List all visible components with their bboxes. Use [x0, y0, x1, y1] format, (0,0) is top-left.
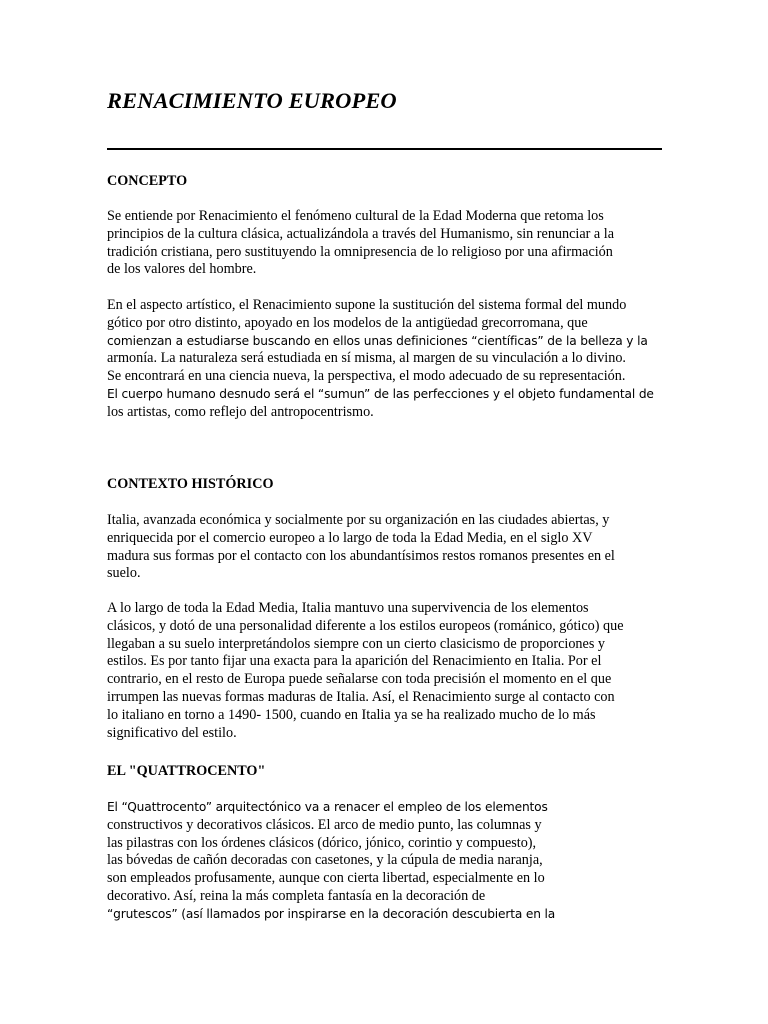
text-line: son empleados profusamente, aunque con cierta libertad, especialmente en lo	[107, 870, 545, 887]
text-line: Italia, avanzada económica y socialmente por su organización en las ciudades abiertas, y	[107, 512, 610, 528]
text-line: Se encontrará en una ciencia nueva, la perspectiva, el modo adecuado de su representación.	[107, 368, 626, 385]
text-line: contrario, en el resto de Europa puede señalarse con toda precisión el momento en el que	[107, 671, 612, 688]
text-line: madura sus formas por el contacto con los abundantísimos restos romanos presentes en el	[107, 547, 615, 564]
section-heading-contexto-historico: CONTEXTO HISTÓRICO	[107, 476, 274, 492]
text-line: suelo.	[107, 565, 141, 582]
text-line: constructivos y decorativos clásicos. El arco de medio punto, las columnas y	[107, 816, 542, 833]
paragraph-contexto-1	[107, 512, 663, 583]
text-line: El “Quattrocento” arquitectónico va a renacer el empleo de los elementos	[107, 800, 548, 814]
text-line: decorativo. Así, reina la más completa fantasía en la decoración de	[107, 887, 486, 904]
text-line: Se entiende por Renacimiento el fenómeno cultural de la Edad Moderna que retoma los	[107, 208, 604, 224]
paragraph-quattrocento-1	[107, 799, 663, 924]
text-line: estilos. Es por tanto fijar una exacta para la aparición del Renacimiento en Italia. Por el	[107, 653, 602, 670]
document-title: RENACIMIENTO EUROPEO	[107, 88, 397, 113]
section-heading-concepto: CONCEPTO	[107, 173, 188, 189]
text-line: El cuerpo humano desnudo será el “sumun” de las perfecciones y el objeto fundamental de	[107, 386, 654, 401]
text-line: En el aspecto artístico, el Renacimiento supone la sustitución del sistema formal del mundo	[107, 297, 627, 313]
text-line: tradición cristiana, pero sustituyendo la omnipresencia de lo religioso por una afirmación	[107, 243, 613, 260]
text-line: enriquecida por el comercio europeo a lo largo de toda la Edad Media, en el siglo XV	[107, 529, 593, 546]
text-line: principios de la cultura clásica, actualizándola a través del Humanismo, sin renunciar a la	[107, 225, 615, 242]
text-line: los artistas, como reflejo del antropocentrismo.	[107, 403, 374, 420]
text-line: comienzan a estudiarse buscando en ellos unas definiciones “científicas” de la belleza y la	[107, 333, 648, 348]
text-line: gótico por otro distinto, apoyado en los modelos de la antigüedad grecorromana, que	[107, 314, 588, 331]
text-line: significativo del estilo.	[107, 724, 237, 741]
text-line: llegaban a su suelo interpretándolos siempre con un cierto clasicismo de proporciones y	[107, 635, 605, 652]
title-rule	[107, 148, 662, 150]
text-line: armonía. La naturaleza será estudiada en sí misma, al margen de su vinculación a lo divino.	[107, 350, 626, 367]
text-line: A lo largo de toda la Edad Media, Italia mantuvo una supervivencia de los elementos	[107, 600, 589, 616]
text-line: de los valores del hombre.	[107, 261, 257, 278]
text-line: clásicos, y dotó de una personalidad diferente a los estilos europeos (románico, gótico) que	[107, 617, 624, 634]
section-heading-quattrocento: EL "QUATTROCENTO"	[107, 763, 266, 779]
text-line: lo italiano en torno a 1490- 1500, cuando en Italia ya se ha realizado mucho de lo más	[107, 706, 596, 723]
text-line: irrumpen las nuevas formas maduras de Italia. Así, el Renacimiento surge al contacto con	[107, 688, 615, 705]
paragraph-contexto-2	[107, 600, 663, 742]
text-line: “grutescos” (así llamados por inspirarse en la decoración descubierta en la	[107, 906, 556, 921]
text-line: las bóvedas de cañón decoradas con casetones, y la cúpula de media naranja,	[107, 852, 543, 869]
paragraph-concepto-2	[107, 297, 663, 422]
text-line: las pilastras con los órdenes clásicos (dórico, jónico, corintio y compuesto),	[107, 834, 537, 851]
paragraph-concepto-1	[107, 208, 663, 279]
